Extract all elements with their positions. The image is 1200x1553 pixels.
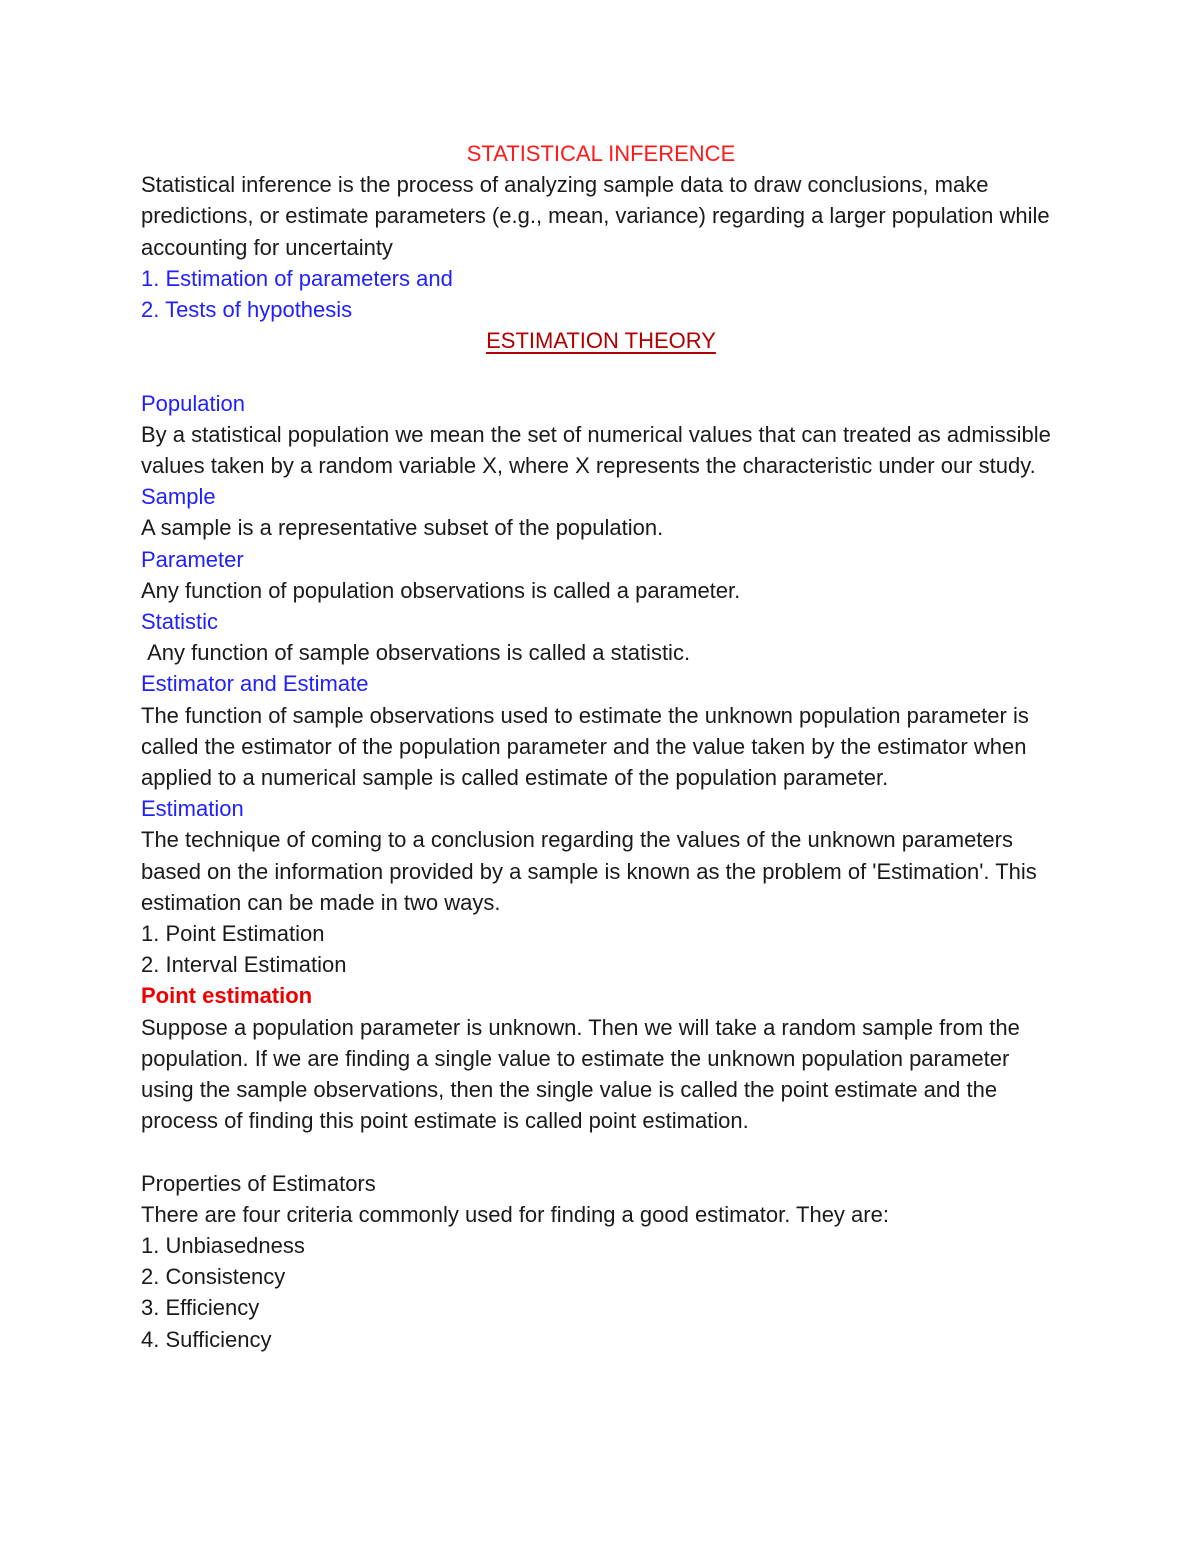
definition-population xyxy=(141,388,1061,482)
definition-estimator-and-estimate xyxy=(141,668,1061,793)
document-page xyxy=(141,138,1061,1355)
definition-statistic xyxy=(141,606,1061,668)
properties-list-item: 4. Sufficiency xyxy=(141,1326,272,1352)
intro-list-item: 2. Tests of hypothesis xyxy=(141,297,353,323)
definition-text: Any function of sample observations is called a statistic. xyxy=(141,640,691,666)
spacer xyxy=(141,1136,1061,1167)
definition-term: Statistic xyxy=(141,609,219,635)
estimation-way-item: 2. Interval Estimation xyxy=(141,952,347,978)
definition-text: The technique of coming to a conclusion regarding the values of the unknown parameters based on the information provided by a sample is known as the problem of 'Estimation'. This estimation can be made in two ways. xyxy=(141,827,1043,915)
definition-estimation xyxy=(141,793,1061,918)
intro-paragraph xyxy=(141,169,1061,263)
point-estimation-text: Suppose a population parameter is unknown. Then we will take a random sample from the population. If we are finding a single value to estimate the unknown population parameter using the sample observations, then the single value is called the point estimate and the process of finding this point estimate is called point estimation. xyxy=(141,1014,1026,1134)
estimation-way-item: 1. Point Estimation xyxy=(141,921,325,947)
intro-text: Statistical inference is the process of analyzing sample data to draw conclusions, make predictions, or estimate parameters (e.g., mean, variance) regarding a larger population while accounting for uncertainty xyxy=(141,172,1056,260)
definition-sample xyxy=(141,481,1061,543)
definition-parameter xyxy=(141,544,1061,606)
properties-list-item: 3. Efficiency xyxy=(141,1295,260,1321)
intro-list-item: 1. Estimation of parameters and xyxy=(141,265,453,291)
properties-heading: Properties of Estimators xyxy=(141,1170,376,1196)
intro-list xyxy=(141,263,1061,325)
definition-text: Any function of population observations is called a parameter. xyxy=(141,577,741,603)
document-title: STATISTICAL INFERENCE xyxy=(466,141,736,166)
point-estimation-heading: Point estimation xyxy=(141,983,313,1009)
definition-term: Sample xyxy=(141,484,216,510)
spacer xyxy=(141,356,1061,387)
estimation-ways-list xyxy=(141,918,1061,980)
section-heading-wrapper xyxy=(141,325,1061,356)
definition-term: Population xyxy=(141,390,245,416)
properties-list-item: 1. Unbiasedness xyxy=(141,1233,305,1259)
definition-term: Estimator and Estimate xyxy=(141,671,369,697)
definition-text: A sample is a representative subset of the population. xyxy=(141,515,664,541)
properties-list-item: 2. Consistency xyxy=(141,1264,286,1290)
properties-text: There are four criteria commonly used for finding a good estimator. They are: xyxy=(141,1201,889,1227)
properties-section xyxy=(141,1168,1061,1355)
definition-text: By a statistical population we mean the set of numerical values that can treated as admissible values taken by a random variable X, where X represents the characteristic under our study. xyxy=(141,421,1057,479)
definition-text: The function of sample observations used to estimate the unknown population parameter is called the estimator of the population parameter and the value taken by the estimator when applied to a numerical sample is called estimate of the population parameter. xyxy=(141,702,1035,791)
section-heading: ESTIMATION THEORY xyxy=(486,328,716,354)
definition-term: Parameter xyxy=(141,546,244,572)
definition-term: Estimation xyxy=(141,796,244,822)
point-estimation-section xyxy=(141,980,1061,1136)
